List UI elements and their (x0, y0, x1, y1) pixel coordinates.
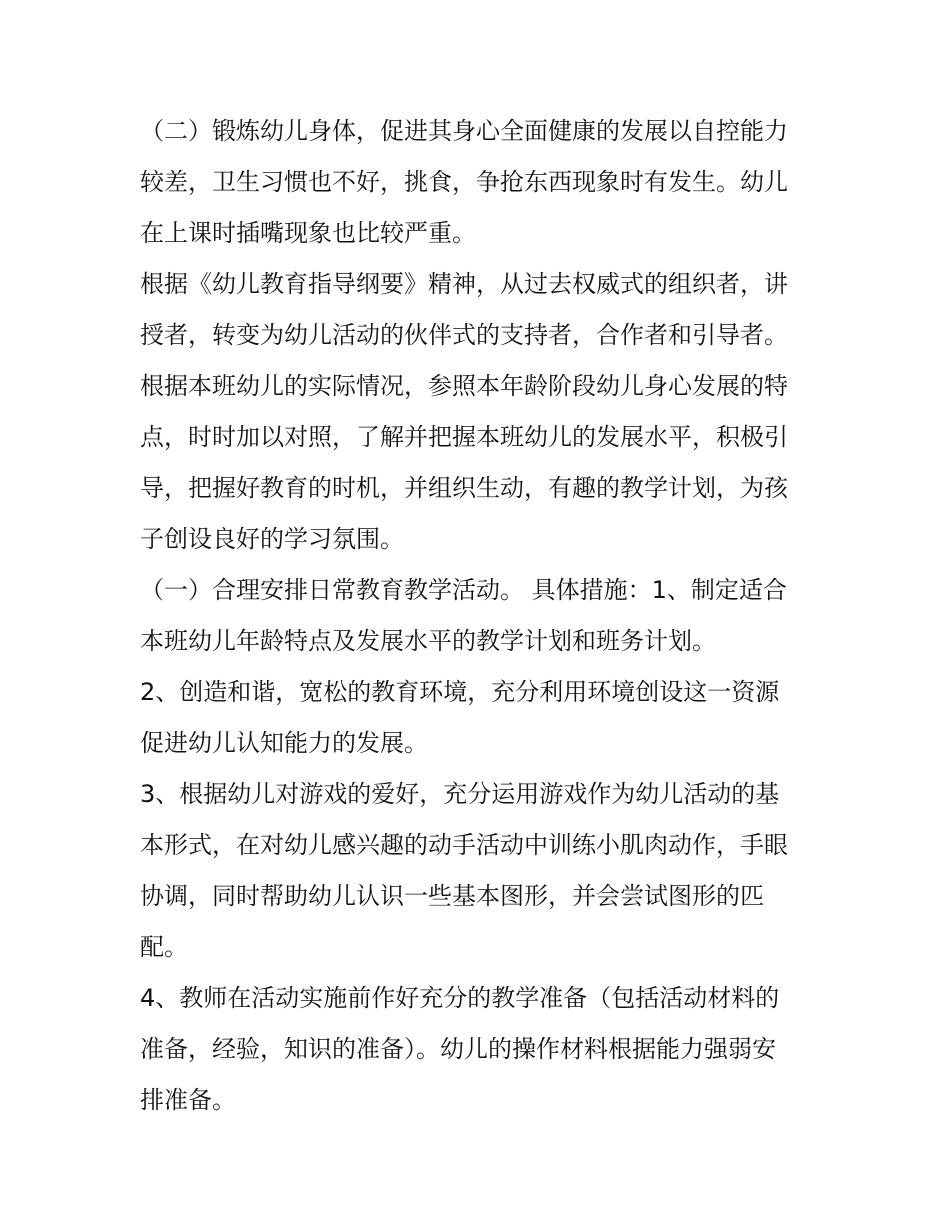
paragraph-section-two-body-exercise: （二）锻炼幼儿身体，促进其身心全面健康的发展以自控能力 较差，卫生习惯也不好，挑食，争抢东西现象时有发生。幼儿 在上课时插嘴现象也比较严重。 (140, 117, 788, 247)
paragraph-guideline-spirit: 根据《幼儿教育指导纲要》精神，从过去权威式的组织者，讲 授者，转变为幼儿活动的伙伴式的支持者，合作者和引导者。 (140, 270, 788, 349)
paragraph-section-one-activities: （一）合理安排日常教育教学活动。 具体措施：1、制定适合 本班幼儿年龄特点及发展水平的教学计划和班务计划。 (140, 576, 787, 655)
paragraph-class-situation: 根据本班幼儿的实际情况，参照本年龄阶段幼儿身心发展的特 点，时时加以对照，了解并把握本班幼儿的发展水平，积极引 导，把握好教育的时机，并组织生动，有趣的教学计划，为孩 子创设良好的学习氛围。 (140, 372, 788, 553)
document-body (140, 106, 820, 1126)
paragraph-measure-3: 3、根据幼儿对游戏的爱好，充分运用游戏作为幼儿活动的基 本形式，在对幼儿感兴趣的动手活动中训练小肌肉动作，手眼 协调，同时帮助幼儿认识一些基本图形，并会尝试图形的匹 配。 (140, 780, 788, 961)
paragraph-measure-4: 4、教师在活动实施前作好充分的教学准备（包括活动材料的 准备，经验，知识的准备）。幼儿的操作材料根据能力强弱安 排准备。 (140, 984, 780, 1114)
paragraph-measure-2: 2、创造和谐，宽松的教育环境，充分利用环境创设这一资源 促进幼儿认知能力的发展。 (140, 678, 780, 757)
